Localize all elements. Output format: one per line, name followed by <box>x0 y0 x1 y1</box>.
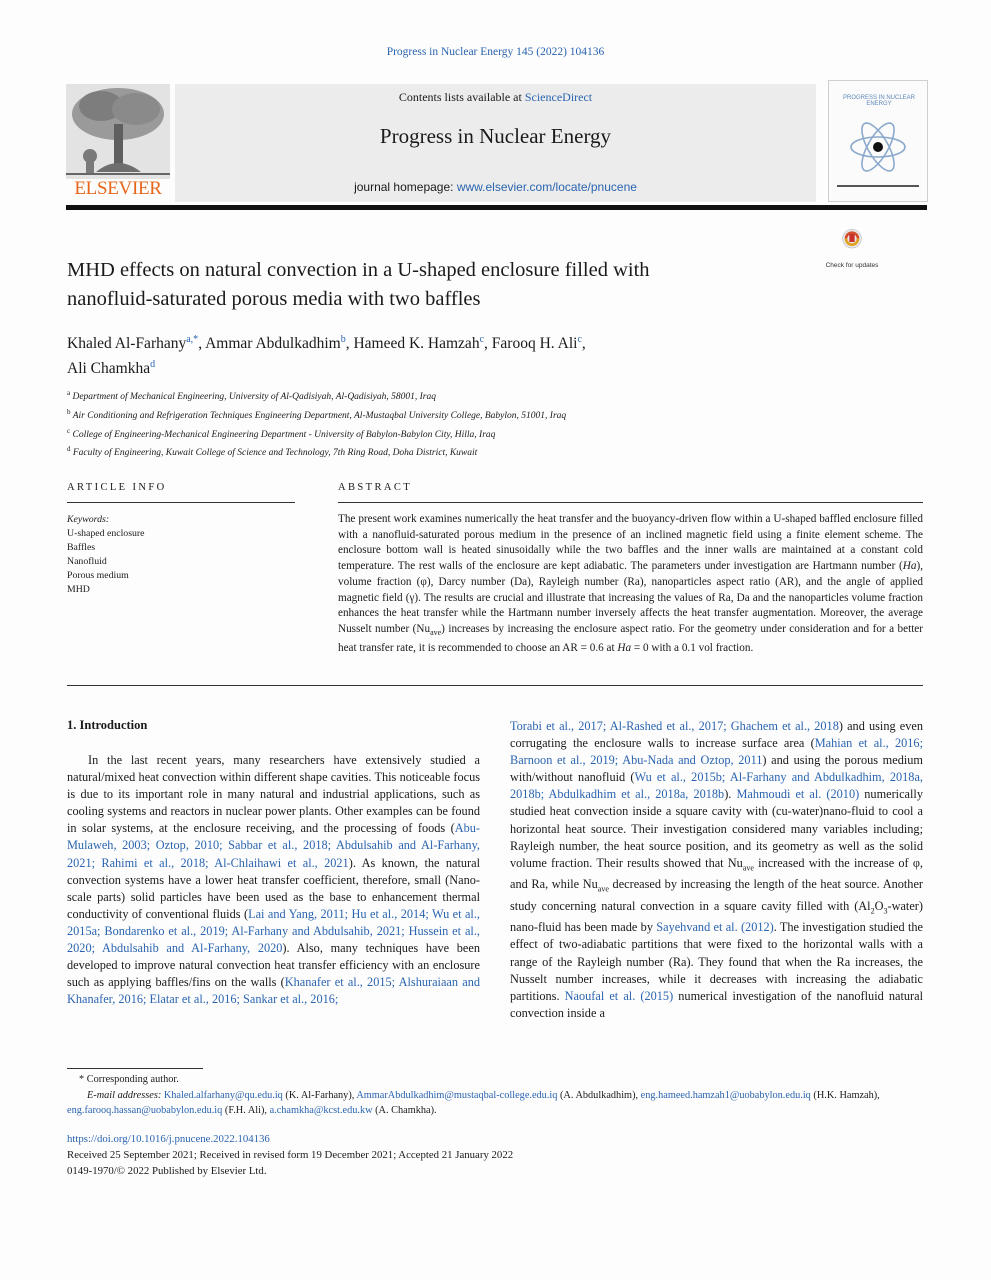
intro-text: . The investigation studied the effect of two-adiabatic partitions that were fixed to the horizontal walls with a range of the Rayleigh number (Ra). They found that when the Ra increases, the Nusselt number increases, while it decreases with increasing the adiabatic partitions. <box>510 920 923 1003</box>
abstract-part: The present work examines numerically the heat transfer and the buoyancy-driven flow within a U-shaped baffled enclosure filled with a nanofluid-saturated porous medium in the presence of an inclined magnetic field using a finite element scheme. The enclosure bottom wall is heated sinusoidally while the two baffles and the inner walls are maintained at a constant cold temperature. The rest walls of the enclosure are kept adiabatic. The parameters under investigation are Hartmann number ( <box>338 513 923 573</box>
email-addresses <box>67 1088 927 1119</box>
intro-text: numerical investigation of the nanofluid natural convection inside a <box>510 988 924 1020</box>
journal-citation[interactable]: Progress in Nuclear Energy 145 (2022) 104136 <box>386 46 605 58</box>
author-affiliation-mark[interactable]: c <box>479 334 485 345</box>
citation-link[interactable]: Mahian et al., 2016; Barnoon et al., 2019; Abu-Nada and Oztop, 2011 <box>510 736 923 768</box>
citation-link[interactable]: Naoufal et al. (2015) <box>564 988 674 1003</box>
email-label: E-mail addresses: <box>87 1089 162 1101</box>
email-link[interactable]: a.chamkha@kcst.edu.kw <box>269 1105 373 1116</box>
affiliation-mark: d <box>67 445 71 454</box>
citation-link[interactable]: Khanafer et al., 2015; Alshuraiaan and Khanafer, 2016; Elatar et al., 2016; Sankar et al., 2016; <box>67 975 480 1007</box>
abstract-part: = 0 with a 0.1 vol fraction. <box>631 641 754 654</box>
affiliation-text: Air Conditioning and Refrigeration Techniques Engineering Department, Al-Mustaqbal University College, Babylon, 51001, Iraq <box>72 410 567 421</box>
email-link[interactable]: eng.hameed.hamzah1@uobabylon.edu.iq <box>640 1089 811 1101</box>
intro-text: O <box>874 898 884 913</box>
keywords-list <box>67 513 297 597</box>
author-name[interactable]: Hameed K. Hamzah <box>353 335 480 353</box>
affiliation-mark: b <box>67 407 71 416</box>
doi-link[interactable]: https://doi.org/10.1016/j.pnucene.2022.104136 <box>67 1133 270 1145</box>
intro-left-column <box>67 752 480 1008</box>
abstract-subscript: ave <box>430 628 442 638</box>
email-owner: (K. Al-Farhany), <box>282 1089 357 1101</box>
article-title <box>67 256 807 314</box>
email-owner: (A. Chamkha). <box>372 1105 437 1116</box>
subscript: 3 <box>883 906 888 916</box>
author-name[interactable]: Khaled Al-Farhany <box>67 335 187 353</box>
corresponding-author-note: * Corresponding author. <box>79 1074 179 1085</box>
atom-icon <box>848 117 908 177</box>
affiliation-text: College of Engineering-Mechanical Engineering Department - University of Babylon-Babylon City, Hilla, Iraq <box>72 429 496 440</box>
email-link[interactable]: Khaled.alfarhany@qu.edu.iq <box>163 1089 283 1101</box>
intro-text: decreased by increasing the length of the heat source. Another study concerning natural convection in a square cavity filled with (Al <box>510 877 923 913</box>
keywords-label: Keywords: <box>67 514 110 525</box>
abstract-part: ) increases by increasing the enclosure aspect ratio. For the geometry under consideration and for a better heat transfer rate, it is recommended to choose an AR = 0.6 at <box>338 622 924 654</box>
author-affiliation-mark[interactable]: a,* <box>186 334 199 345</box>
intro-text: In the last recent years, many researchers have extensively studied a natural/mixed heat convection within different shape cavities. This noticeable focus is due to its important role in many natural and industrial applications, such as cooling systems and reactors in nuclear power plants. Other examples can be found in solar systems, at the enclosure receiving, and the processing of foods ( <box>67 753 480 836</box>
intro-text: ). As known, the natural convection systems have a lower heat transfer coefficient, therefore, small (Nano-scale parts) solid particles have been used as the base to enhancement thermal conductivity of conventional fluids ( <box>67 855 481 921</box>
email-owner: (A. Abdulkadhim), <box>557 1089 641 1101</box>
homepage-link[interactable]: www.elsevier.com/locate/pnucene <box>456 180 637 194</box>
subscript: ave <box>742 863 754 873</box>
intro-text: ). Also, many techniques have been developed to improve natural convection heat transfer efficiency with an enclosure such as applying baffles/fins on the walls ( <box>67 941 480 990</box>
author-name[interactable]: Ali Chamkha <box>67 360 151 378</box>
citation-link[interactable]: Abu-Mulaweh, 2003; Oztop, 2010; Sabbar et al., 2018; Abdulsahib and Al-Farhany, 2021; Rahimi et al., 2018; Al-Chlaihawi et al., 2021 <box>67 821 480 870</box>
intro-text: ) and using the porous medium with/without nanofluid ( <box>510 753 923 785</box>
abstract-text <box>338 512 923 657</box>
affiliation-item <box>67 405 867 424</box>
abstract-bottom-rule <box>67 685 923 686</box>
abstract-symbol: Ha <box>617 641 632 654</box>
check-for-updates-label[interactable]: Check for updates <box>825 262 879 269</box>
intro-text: increased with the increase of φ, and Ra, while Nu <box>510 855 923 892</box>
affiliation-text: Department of Mechanical Engineering, University of Al-Qadisiyah, Al-Qadisiyah, 58001, Iraq <box>72 392 436 403</box>
email-owner: (F.H. Ali), <box>222 1105 270 1116</box>
affiliation-mark: c <box>67 426 71 435</box>
keyword-item: Baffles <box>67 542 96 553</box>
author-affiliation-mark[interactable]: d <box>150 359 156 371</box>
citation-link[interactable]: Torabi et al., 2017; Al-Rashed et al., 2017; Ghachem et al., 2018 <box>510 719 839 733</box>
title-line-2: nanofluid-saturated porous media with two baffles <box>67 288 481 310</box>
article-info-heading: ARTICLE INFO <box>67 482 167 493</box>
cover-rule <box>837 185 919 187</box>
author-name[interactable]: Farooq H. Ali <box>491 335 578 353</box>
contents-prefix: Contents lists available at <box>398 90 525 104</box>
author-list: Khaled Al-Farhany$^{a,*}$, Ammar Abdulkadhim$^b$, Hameed K. Hamzah$^c$, Farooq H. Ali$^c$, Ali Chamkha$^d$ <box>67 334 586 378</box>
author-name[interactable]: Ammar Abdulkadhim <box>205 335 341 353</box>
journal-title: Progress in Nuclear Energy <box>379 124 612 148</box>
publication-info <box>67 1131 927 1179</box>
cover-title: PROGRESS IN NUCLEAR ENERGY <box>842 95 915 107</box>
intro-text: ) and using even corrugating the enclosure walls to increase surface area ( <box>510 719 924 751</box>
citation-link[interactable]: Mahmoudi et al. (2010) <box>736 787 860 802</box>
affiliation-mark: a <box>67 389 71 397</box>
subscript: 2 <box>870 906 875 916</box>
keyword-item: U-shaped enclosure <box>67 528 145 539</box>
intro-text: -water) nano-fluid has been made by <box>510 898 923 935</box>
citation-link[interactable]: Wu et al., 2015b; Al-Farhany and Abdulkadhim, 2018a, 2018b; Abdulkadhim et al., 2018a, 2018b <box>510 770 923 802</box>
abstract-rule <box>338 502 923 503</box>
abstract-symbol: Ha <box>902 560 917 573</box>
contents-line <box>175 90 816 105</box>
footnote <box>67 1072 927 1119</box>
keyword-item: Porous medium <box>67 570 129 581</box>
keyword-item: MHD <box>67 584 90 595</box>
affiliation-item <box>67 424 867 443</box>
journal-homepage <box>175 180 816 194</box>
received-dates: Received 25 September 2021; Received in revised form 19 December 2021; Accepted 21 January 2022 <box>67 1149 514 1161</box>
intro-text: numerically studied heat convection inside a square cavity with (cu-water)nano-fluid to cool a horizontal heat source. Their investigation considered many variables including; Rayleigh number, the heat source position, and its geometry as well as the solid volume fraction. Their results showed that Nu <box>510 787 923 870</box>
journal-cover-thumbnail[interactable] <box>828 80 928 202</box>
copyright-line: 0149-1970/© 2022 Published by Elsevier Ltd. <box>67 1165 267 1177</box>
email-link[interactable]: AmmarAbdulkadhim@mustaqbal-college.edu.iq <box>356 1089 558 1101</box>
intro-right-column <box>510 718 923 1022</box>
article-info-rule <box>67 502 295 503</box>
email-link[interactable]: eng.farooq.hassan@uobabylon.edu.iq <box>67 1105 223 1116</box>
introduction-heading: 1. Introduction <box>67 718 148 732</box>
title-line-1: MHD effects on natural convection in a U-shaped enclosure filled with <box>67 259 650 281</box>
author-affiliation-mark[interactable]: b <box>340 334 346 345</box>
abstract-heading: ABSTRACT <box>338 482 413 493</box>
affiliations <box>67 386 867 461</box>
intro-text: ). <box>724 787 737 802</box>
citation-link[interactable]: Sayehvand et al. (2012) <box>656 920 774 935</box>
email-owner: (H.K. Hamzah), <box>810 1089 880 1101</box>
footnote-rule <box>67 1068 203 1069</box>
homepage-prefix: journal homepage: <box>354 180 457 194</box>
affiliation-item <box>67 386 867 405</box>
check-for-updates-icon[interactable] <box>828 228 876 260</box>
affiliation-item <box>67 442 867 461</box>
sciencedirect-link[interactable]: ScienceDirect <box>524 90 593 104</box>
keyword-item: Nanofluid <box>67 556 107 567</box>
header-rule <box>66 205 927 210</box>
affiliation-text: Faculty of Engineering, Kuwait College of Science and Technology, 7th Ring Road, Doha District, Kuwait <box>72 448 478 459</box>
author-affiliation-mark[interactable]: c <box>577 334 582 345</box>
subscript: ave <box>597 884 609 894</box>
abstract-part: ), volume fraction (φ), Darcy number (Da), Rayleigh number (Ra), nanoparticles aspect ratio (AR), and the angle of applied magnetic field (γ). The results are crucial and illustrate that increasing the values of Ra, Da and the nanoparticles volume fraction enhances the heat transfer while the Hartmann number inversely affects the heat transfer augmentation. Moreover, the average Nusselt number (Nu <box>338 560 923 635</box>
elsevier-wordmark: ELSEVIER <box>74 178 162 199</box>
citation-link[interactable]: Lai and Yang, 2011; Hu et al., 2014; Wu et al., 2015a; Bondarenko et al., 2019; Al-Farhany and Abdulsahib, 2021; Hussein et al., 2020; Abdulsahib and Al-Farhany, 2020 <box>67 906 480 956</box>
